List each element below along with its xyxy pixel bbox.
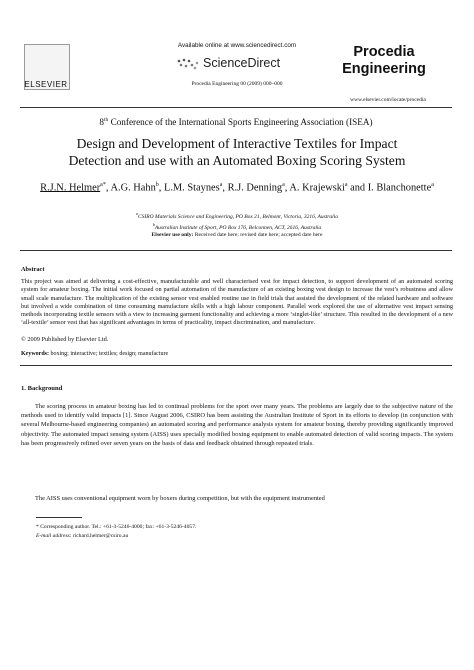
header-divider	[20, 107, 452, 108]
journal-title-line1: Procedia	[353, 44, 415, 60]
author-corresponding-mark: *	[102, 182, 106, 188]
journal-title	[336, 44, 432, 78]
paper-title	[40, 135, 434, 169]
author-name: A.G. Hahn	[110, 182, 156, 194]
body-paragraph: The scoring process in amateur boxing has led to continual problems for the sport over many years. The problems are largely due to the subjective nature of the methods used to identify valid impacts [1]. Since August 2006, CSIRO has been assisting the Australian Institute of Sport in its efforts to develop (in conjunction with several Melbourne-based engineering companies) an automated scoring and performance analysis system for amateur boxing, thereby providing significantly improved objectivity. The automated impact sensing system (AISS) uses specially modified boxing equipment to enable automated detection of valid scoring impacts. The system has been progressively refined over seven years on the basis of data and feedback obtained through repeated trials.	[21, 403, 453, 447]
author-name: R.J. Denning	[227, 182, 283, 194]
dates-line	[40, 232, 434, 238]
conference-number: 8	[99, 117, 104, 128]
affiliations	[40, 210, 434, 232]
body-divider	[20, 365, 452, 366]
author-affiliation-mark: a	[431, 182, 434, 188]
paper-title-line2: Detection and use with an Automated Boxing Scoring System	[68, 153, 406, 168]
keywords-line	[21, 351, 168, 357]
journal-title-line2: Engineering	[342, 61, 426, 77]
section-heading: 1. Background	[21, 385, 63, 392]
conference-ordinal-suffix: th	[103, 117, 109, 123]
affiliation-item	[40, 221, 434, 232]
affiliation-mark: b	[152, 222, 155, 228]
author-name: A. Krajewski	[289, 182, 345, 194]
dates-label: Elsevier use only:	[151, 232, 194, 238]
abstract-body: This project was aimed at delivering a cost-effective, manufacturable and well characterised vest for impact detection, to support development of an automated scoring system for amateur boxing. The initial work focused on partial automation of the manufacture of an existing boxing vest design to increase the vest’s robustness and allow small scale manufacture. The multiplication of the existing sensor vest enabled routine use in field trials that assisted the development of the related hardware and software but involved a wide combination of time consuming manufacture skills with a high labour component. Parallel work explored the use of alternative vest impact sensing methods incorporating textile sensors with a view to increasing garment functionality and achieving a more ‘singlet-like’ structure. This resulted in the development of a new ‘all-textile’ sensor vest that has significant advantages in terms of practicality, impact discrimination, and manufacture.	[21, 278, 453, 327]
keywords-label: Keywords:	[21, 351, 49, 357]
author-name: L.M. Staynes	[163, 182, 220, 194]
abstract-divider	[20, 250, 452, 251]
publisher-name: ELSEVIER	[24, 80, 68, 89]
affiliation-text: Australian Institute of Sport, PO Box 176, Belconnen, ACT, 2616, Australia	[154, 224, 322, 231]
journal-reference: Procedia Engineering 00 (2009) 000–000	[191, 81, 283, 87]
email-footnote	[36, 533, 128, 539]
sciencedirect-wordmark: ScienceDirect	[203, 56, 281, 70]
author-name: R.J.N. Helmer	[40, 182, 101, 194]
email-label: E-mail address	[36, 533, 70, 539]
journal-url: www.elsevier.com/locate/procedia	[350, 97, 426, 103]
paper-title-line1: Design and Development of Interactive Textiles for Impact	[76, 136, 398, 151]
corresponding-author-footnote: * Corresponding author. Tel.: +61-3-5246-4000; fax: +61-3-5246-4057.	[36, 524, 197, 530]
email-address: : richard.helmer@csiro.au	[69, 533, 129, 539]
affiliation-item	[40, 210, 434, 221]
conference-line	[20, 117, 452, 127]
body-paragraph: The AISS uses conventional equipment worn by boxers during competition, but with the equipment instrumented	[35, 495, 325, 502]
keywords-text: boxing; interactive; textiles; design; manufacture	[49, 351, 169, 357]
author-list: R.J.N. Helmer$^{a*}$, A.G. Hahn$^b$, L.M. Staynes$^a$, R.J. Denning$^a$, A. Krajewski$^a$ and I. Blanchonette$^a$	[40, 182, 434, 194]
conference-name: Conference of the International Sports Engineering Association (ISEA)	[108, 117, 373, 128]
available-online-text: Available online at www.sciencedirect.com	[177, 42, 297, 49]
copyright-line: © 2009 Published by Elsevier Ltd.	[21, 336, 109, 343]
author-affiliation-mark: a	[100, 182, 103, 188]
author-affiliation-mark: b	[155, 182, 159, 188]
affiliation-text: CSIRO Materials Science and Engineering, PO Box 21, Belmont, Victoria, 3216, Australia	[138, 213, 338, 220]
sciencedirect-dots-icon	[176, 58, 202, 70]
affiliation-mark: a	[136, 211, 139, 216]
author-name: I. Blanchonette	[367, 182, 432, 194]
author-affiliation-mark: a	[282, 182, 285, 188]
dates-text: Received date here; revised date here; accepted date here	[193, 232, 323, 238]
author-affiliation-mark: a	[219, 182, 223, 188]
footnote-divider	[36, 517, 82, 518]
author-affiliation-mark: a	[344, 182, 348, 188]
abstract-heading: Abstract	[21, 266, 45, 273]
